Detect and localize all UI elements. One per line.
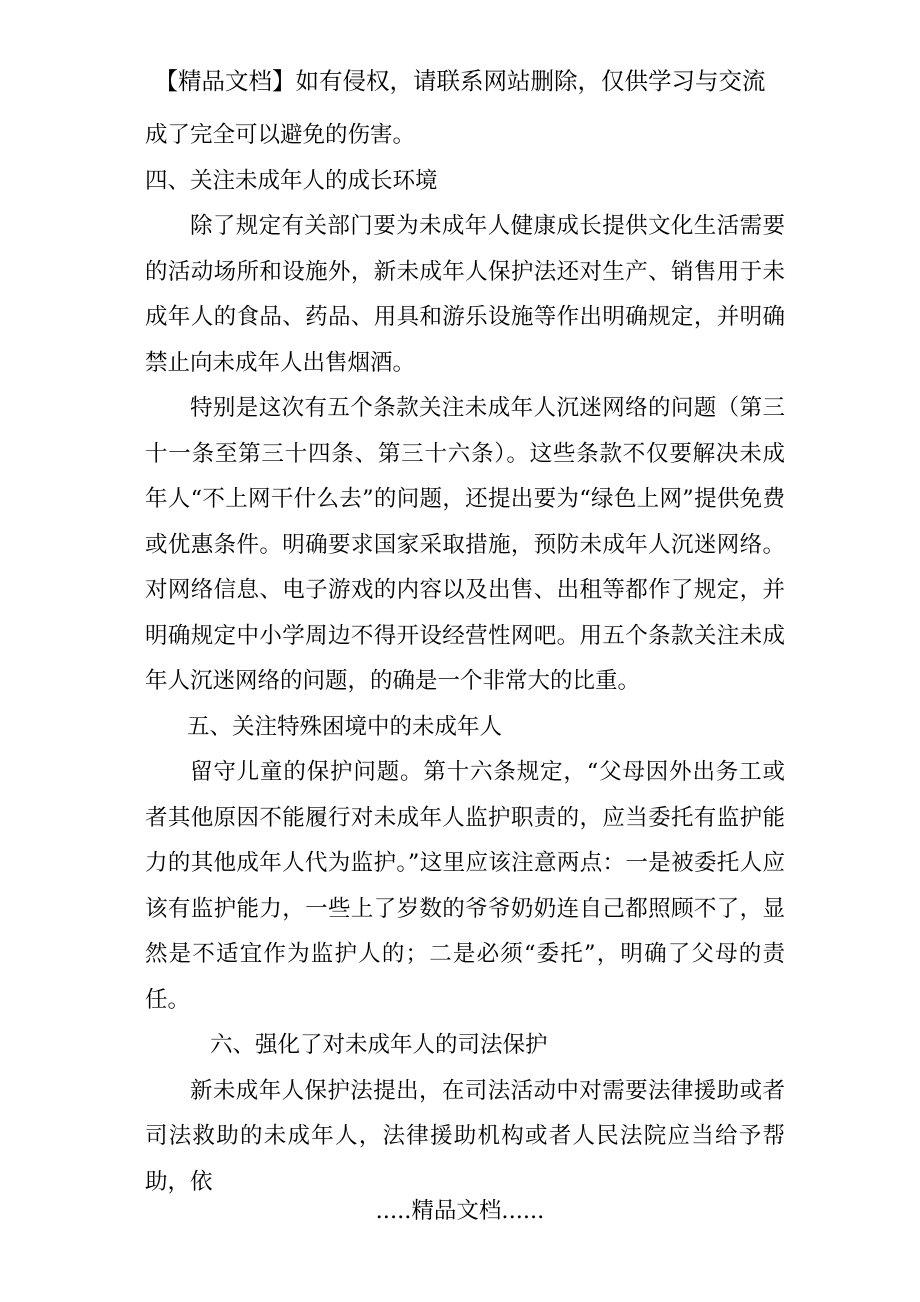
paragraph-growth-environment: 除了规定有关部门要为未成年人健康成长提供文化生活需要的活动场所和设施外，新未成年人保护法还对生产、销售用于未成年人的食品、药品、用具和游乐设施等作出明确规定，并明确禁止向未成年人出售烟酒。 (145, 213, 785, 376)
page-footer: .....精品文档...... (375, 1198, 545, 1224)
document-body (145, 113, 785, 1205)
section-heading-4: 四、关注未成年人的成长环境 (145, 167, 438, 194)
section-heading-5: 五、关注特殊困境中的未成年人 (187, 713, 503, 740)
paragraph-continuation: 成了完全可以避免的伤害。 (145, 122, 416, 148)
page-header: 【精品文档】如有侵权，请联系网站删除，仅供学习与交流 (154, 67, 766, 95)
paragraph-judicial-protection: 新未成年人保护法提出，在司法活动中对需要法律援助或者司法救助的未成年人，法律援助机构或者人民法院应当给予帮助，依 (145, 1077, 785, 1195)
paragraph-internet-addiction: 特别是这次有五个条款关注未成年人沉迷网络的问题（第三十一条至第三十四条、第三十六条）。这些条款不仅要解决未成年人“不上网干什么去”的问题，还提出要为“绿色上网”提供免费或优惠条件。明确要求国家采取措施，预防未成年人沉迷网络。对网络信息、电子游戏的内容以及出售、出租等都作了规定，并明确规定中小学周边不得开设经营性网吧。用五个条款关注未成年人沉迷网络的问题，的确是一个非常大的比重。 (145, 395, 785, 694)
paragraph-left-behind-children: 留守儿童的保护问题。第十六条规定，“父母因外出务工或者其他原因不能履行对未成年人监护职责的，应当委托有监护能力的其他成年人代为监护。”这里应该注意两点：一是被委托人应该有监护能力，一些上了岁数的爷爷奶奶连自己都照顾不了，显然是不适宜作为监护人的；二是必须“委托”，明确了父母的责任。 (145, 759, 785, 1013)
section-heading-6: 六、强化了对未成年人的司法保护 (210, 1032, 548, 1058)
